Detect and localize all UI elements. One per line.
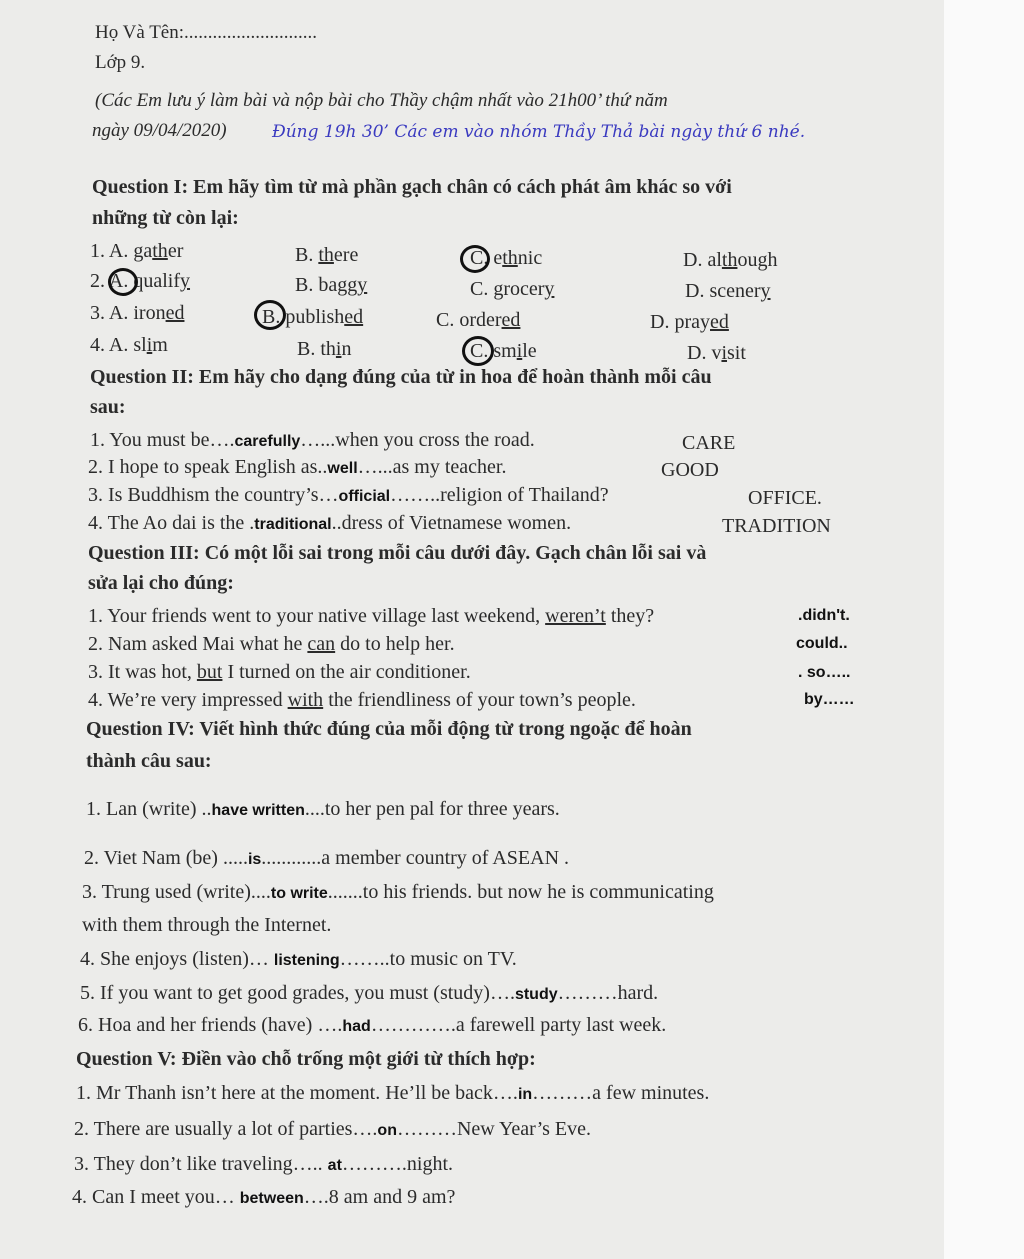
error-word: can [307,633,336,655]
sentence-end: ....to her pen pal for three years. [304,798,560,820]
answer-text: on [377,1122,397,1139]
sentence-end: ..dress of Vietnamese women. [331,512,572,534]
sentence-end: ……….night. [341,1153,454,1175]
q1-item-2-option-b [295,274,367,297]
underlined-part: th [318,244,334,266]
q5-item-3 [74,1153,453,1176]
error-word: but [196,661,223,683]
error-word: weren’t [545,605,606,627]
q4-item-4 [80,948,517,971]
item-number: 3. [90,302,105,324]
sentence-start: 4. The Ao dai is the . [88,512,255,534]
name-line [95,22,317,44]
sentence-end: ……..to music on TV. [339,948,517,970]
sentence-start: 3. It was hot, [88,661,197,683]
underlined-part: th [721,249,738,271]
option-letter: A. [108,270,129,292]
sentence-start: 3. They don’t like traveling….. [74,1153,328,1175]
q2-item-2-keyword: GOOD [661,459,719,481]
q1-item-4-option-a [90,334,168,357]
q4-item-5 [80,982,658,1005]
word-part: al [707,249,722,271]
underlined-part: ed [501,309,521,331]
sentence-start: 2. There are usually a lot of parties…. [74,1118,378,1140]
answer-text: study [514,986,558,1003]
underlined-part: th [152,240,168,262]
sentence-end: ………a few minutes. [532,1082,710,1104]
word-part: n [341,338,352,360]
q4-title-line-2: thành câu sau: [86,750,212,772]
sentence-end: ……..religion of Thailand? [390,484,609,506]
sentence-end: ….8 am and 9 am? [303,1186,456,1208]
class-label: Lớp 9. [95,52,146,73]
answer-circle-item-3 [254,300,286,330]
q2-item-3-keyword: OFFICE. [748,487,822,509]
sentence-start: 3. Is Buddhism the country’s… [88,484,339,506]
answer-circle-item-4 [462,336,494,366]
answer-circle-item-2 [108,268,138,296]
sentence-start: 4. Can I meet you… [72,1186,240,1208]
answer-text: carefully [234,433,301,450]
q5-item-1 [76,1082,709,1105]
word-part: grocer [493,278,545,300]
word-part: bagg [318,274,358,296]
underlined-part: y [357,274,368,296]
q1-item-1-option-d [683,249,777,272]
q1-item-1-option-a [90,240,183,263]
sentence-end: the friendliness of your town’s people. [323,689,636,711]
option-letter: A. [108,302,129,324]
option-letter: C. [470,340,489,362]
option-letter: D. [650,311,670,333]
q2-item-1-keyword: CARE [682,432,736,454]
answer-text: well [327,460,358,477]
option-letter: D. [685,280,705,302]
sentence-start: 3. Trung used (write).... [82,881,271,903]
word-part: order [459,309,502,331]
sentence-start: 4. She enjoys (listen)… [80,948,274,970]
word-part: publish [285,306,345,328]
q4-title-line-1: Question IV: Viết hình thức đúng của mỗi động từ trong ngoặc để hoàn [86,718,692,740]
q3-item-3 [88,661,471,684]
q4-item-1 [86,798,560,821]
answer-text: in [517,1086,533,1103]
q5-item-2 [74,1118,591,1141]
answer-text: at [327,1157,342,1174]
q5-item-4 [72,1186,455,1209]
sentence-end: ............a member country of ASEAN . [261,847,570,869]
sentence-end: ………hard. [557,982,659,1004]
q2-item-4-keyword: TRADITION [722,515,831,537]
word-part: th [320,338,336,360]
sentence-start: 2. Viet Nam (be) ..... [84,847,248,869]
q2-item-1 [90,429,535,452]
underlined-part: y [180,270,191,292]
answer-text: had [342,1018,371,1035]
option-letter: D. [687,342,707,364]
note-line-2: ngày 09/04/2020) [92,120,227,141]
word-part: ere [333,244,359,266]
item-number: 2. [90,270,105,292]
word-part: m [152,334,168,356]
option-letter: C. [470,278,489,300]
word-part: scener [709,280,761,302]
answer-text: between [239,1190,304,1207]
q2-item-4 [88,512,571,535]
underlined-part: ed [165,302,185,324]
underlined-part: i [721,342,728,364]
underlined-part: ed [710,311,729,333]
sentence-end: .......to his friends. but now he is communicating [327,881,714,903]
word-part: sit [727,342,746,364]
sentence-start: 2. Nam asked Mai what he [88,633,308,655]
sentence-start: 1. Your friends went to your native village last weekend, [88,605,546,627]
answer-text: have written [211,802,305,819]
option-letter: B. [295,274,314,296]
underlined-part: th [502,247,518,269]
answer-text: listening [273,952,340,969]
handwritten-note: Đúng 19h 30’ Các em vào nhóm Thầy Thả bài ngày thứ 6 nhé. [272,122,806,142]
sentence-end: ………New Year’s Eve. [396,1118,592,1140]
option-letter: B. [262,306,281,328]
sentence-end: ………….a farewell party last week. [370,1014,667,1036]
q1-item-3-option-d [650,311,729,334]
sentence-end: do to help her. [335,633,455,655]
option-letter: A. [108,334,129,356]
sentence-end: I turned on the air conditioner. [222,661,471,683]
q3-item-2-correction: could.. [796,635,848,652]
word-part: ga [133,240,153,262]
q3-item-2 [88,633,455,656]
q3-item-3-correction: . so….. [798,664,851,681]
name-label: Họ Và Tên: [95,22,185,43]
sentence-start: 6. Hoa and her friends (have) …. [78,1014,343,1036]
sentence-start: 5. If you want to get good grades, you must (study)…. [80,982,515,1004]
answer-text: to write [270,885,328,902]
q4-item-3 [82,881,714,904]
word-part: qualif [133,270,181,292]
q4-item-2 [84,847,569,870]
q3-item-4-correction: by…… [804,691,855,708]
underlined-part: y [760,280,771,302]
q3-item-1-correction: .didn't. [798,607,850,624]
q1-item-4-option-b [297,338,351,361]
underlined-part: i [516,340,523,362]
q1-item-3-option-a [90,302,184,325]
sentence-start: 1. Lan (write) .. [86,798,212,820]
answer-text: official [338,488,391,505]
q3-item-4 [88,689,636,712]
word-part: iron [133,302,166,324]
q2-title-line-2: sau: [90,396,126,418]
option-letter: B. [297,338,316,360]
q1-title-line-1: Question I: Em hãy tìm từ mà phần gạch chân có cách phát âm khác so với [92,176,732,198]
q2-item-2 [88,456,506,479]
sentence-start: 1. Mr Thanh isn’t here at the moment. He’ll be back…. [76,1082,518,1104]
option-letter: A. [108,240,129,262]
q2-title-line-1: Question II: Em hãy cho dạng đúng của từ in hoa để hoàn thành mỗi câu [90,366,712,388]
option-letter: D. [683,249,703,271]
q3-title-line-1: Question III: Có một lỗi sai trong mỗi câu dưới đây. Gạch chân lỗi sai và [88,542,707,564]
note-line-1: (Các Em lưu ý làm bài và nộp bài cho Thầy chậm nhất vào 21h00’ thứ năm [95,90,668,111]
q1-item-2-option-d [685,280,771,303]
answer-text: traditional [254,516,332,533]
item-number: 4. [90,334,105,356]
error-word: with [287,689,324,711]
word-part: e [493,247,503,269]
q1-item-2-option-a [90,270,190,293]
name-dots: ............................ [184,22,318,43]
sentence-end: they? [605,605,655,627]
q1-item-2-option-c [470,278,554,301]
word-part: nic [517,247,543,269]
option-letter: C. [436,309,455,331]
word-part: v [711,342,722,364]
q2-item-3 [88,484,609,507]
answer-circle-item-1 [460,245,490,273]
q5-title: Question V: Điền vào chỗ trống một giới từ thích hợp: [76,1048,536,1070]
item-number: 1. [90,240,105,262]
underlined-part: ed [344,306,364,328]
word-part: ough [737,249,778,271]
option-letter: C. [470,247,489,269]
right-margin [944,0,1024,1259]
q1-item-4-option-d [687,342,746,365]
q3-item-1 [88,605,654,628]
sentence-start: 1. You must be…. [90,429,235,451]
sentence-end: …...when you cross the road. [300,429,535,451]
q1-item-1-option-b [295,244,358,267]
sentence-end: …...as my teacher. [357,456,507,478]
underlined-part: i [335,338,342,360]
sentence-start: 2. I hope to speak English as.. [88,456,328,478]
underlined-part: i [146,334,153,356]
word-part: er [167,240,184,262]
q4-item-6 [78,1014,666,1037]
word-part: sl [133,334,147,356]
q3-title-line-2: sửa lại cho đúng: [88,572,234,594]
word-part: le [522,340,537,362]
word-part: sm [493,340,517,362]
sentence-start: 4. We’re very impressed [88,689,288,711]
q4-item-3-continuation: with them through the Internet. [82,914,332,936]
q1-item-3-option-c [436,309,520,332]
q1-title-line-2: những từ còn lại: [92,207,239,229]
option-letter: B. [295,244,314,266]
answer-text: is [247,851,262,868]
word-part: pray [674,311,710,333]
underlined-part: y [544,278,555,300]
